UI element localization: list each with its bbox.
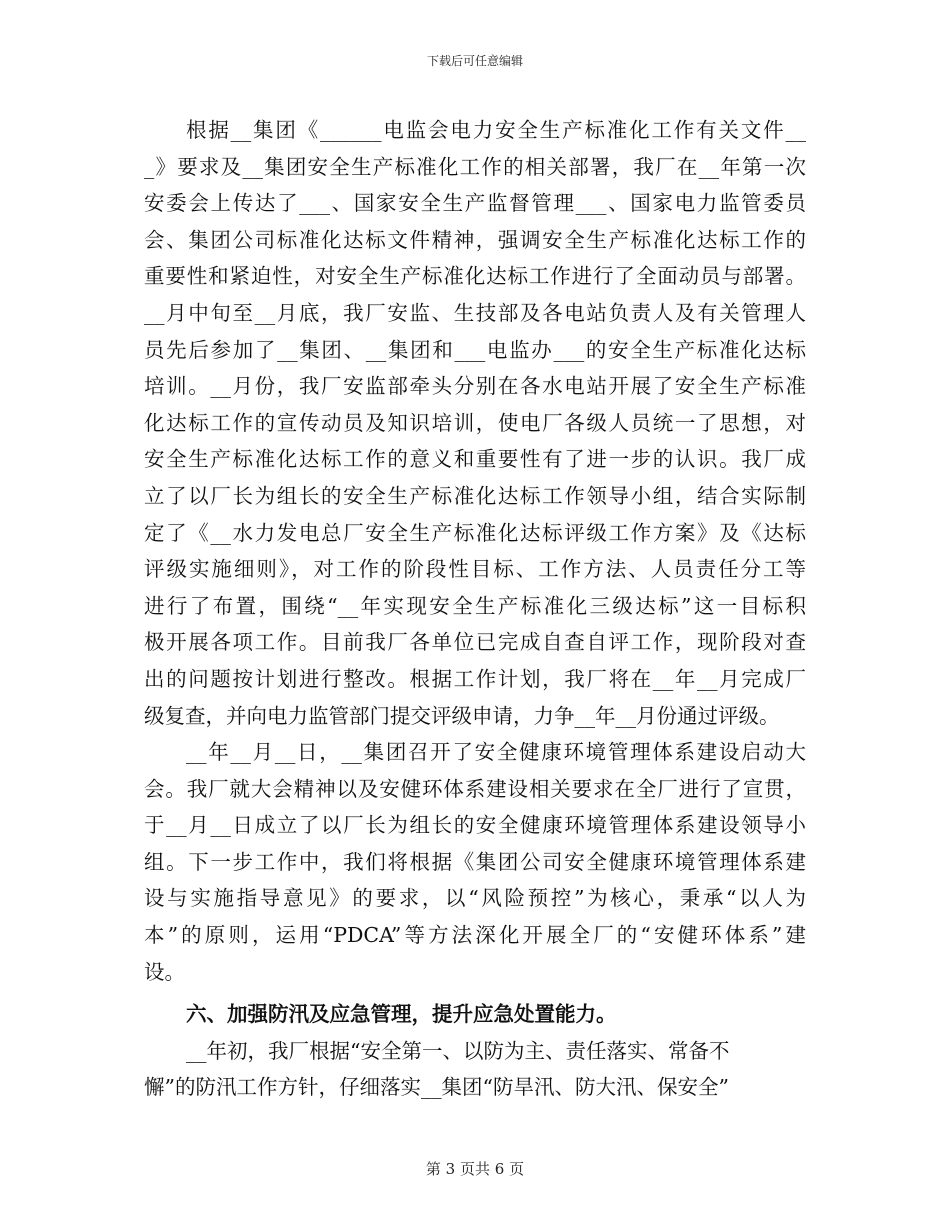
text-line: 设。 [144, 959, 185, 984]
text-line: 本”的原则，运用“PDCA”等方法深化开展全厂的“安健环体系”建 [144, 923, 806, 948]
text-line: 立了以厂长为组长的安全生产标准化达标工作领导小组，结合实际制 [144, 483, 806, 508]
text-line: 定了《__水力发电总厂安全生产标准化达标评级工作方案》及《达标 [144, 520, 806, 545]
text-line: 于__月__日成立了以厂长为组长的安全健康环境管理体系建设领导小 [144, 813, 806, 838]
text-line: 根据__集团《______电监会电力安全生产标准化工作有关文件__ [186, 118, 806, 142]
text-line: _》要求及__集团安全生产标准化工作的相关部署，我厂在__年第一次 [144, 154, 806, 179]
text-line: 组。下一步工作中，我们将根据《集团公司安全健康环境管理体系建 [144, 849, 806, 874]
text-line: 进行了布置，围绕“__年实现安全生产标准化三级达标”这一目标积 [144, 593, 806, 618]
text-line: 化达标工作的宣传动员及知识培训，使电厂各级人员统一了思想，对 [144, 410, 806, 435]
text-line: __年__月__日，__集团召开了安全健康环境管理体系建设启动大 [186, 740, 806, 765]
text-line: 培训。__月份，我厂安监部牵头分别在各水电站开展了安全生产标准 [144, 374, 806, 399]
paragraph-she-system [144, 734, 806, 990]
text-line: 安全生产标准化达标工作的意义和重要性有了进一步的认识。我厂成 [144, 447, 806, 472]
page-footer: 第 3 页共 6 页 [425, 1160, 525, 1178]
text-line: 懈”的防汛工作方针，仔细落实__集团“防旱汛、防大汛、保安全” [144, 1075, 729, 1100]
text-line: 出的问题按计划进行整改。根据工作计划，我厂将在__年__月完成厂 [144, 666, 806, 691]
paragraph-flood-control [144, 1033, 806, 1106]
text-line: 设与实施指导意见》的要求，以“风险预控”为核心，秉承“以人为 [144, 886, 806, 911]
text-line: 员先后参加了__集团、__集团和___电监办___的安全生产标准化达标 [144, 337, 806, 362]
text-line: 重要性和紧迫性，对安全生产标准化达标工作进行了全面动员与部署。 [144, 264, 806, 289]
paragraph-standardization [144, 112, 806, 734]
document-body [144, 112, 806, 1106]
page-header: 下载后可任意编辑 [426, 54, 523, 68]
text-line: 会、集团公司标准化达标文件精神，强调安全生产标准化达标工作的 [144, 227, 806, 252]
text-line: 安委会上传达了___、国家安全生产监督管理___、国家电力监管委员 [144, 191, 806, 216]
section-heading: 六、加强防汛及应急管理，提升应急处置能力。 [186, 1002, 617, 1027]
text-line: __年初，我厂根据“安全第一、以防为主、责任落实、常备不 [186, 1038, 730, 1063]
text-line: 级复查，并向电力监管部门提交评级申请，力争__年__月份通过评级。 [144, 703, 780, 728]
text-line: 会。我厂就大会精神以及安健环体系建设相关要求在全厂进行了宣贯， [144, 776, 806, 801]
text-line: 评级实施细则》，对工作的阶段性目标、工作方法、人员责任分工等 [144, 557, 806, 582]
text-line: 极开展各项工作。目前我厂各单位已完成自查自评工作，现阶段对查 [144, 630, 806, 655]
text-line: __月中旬至__月底，我厂安监、生技部及各电站负责人及有关管理人 [144, 300, 806, 325]
